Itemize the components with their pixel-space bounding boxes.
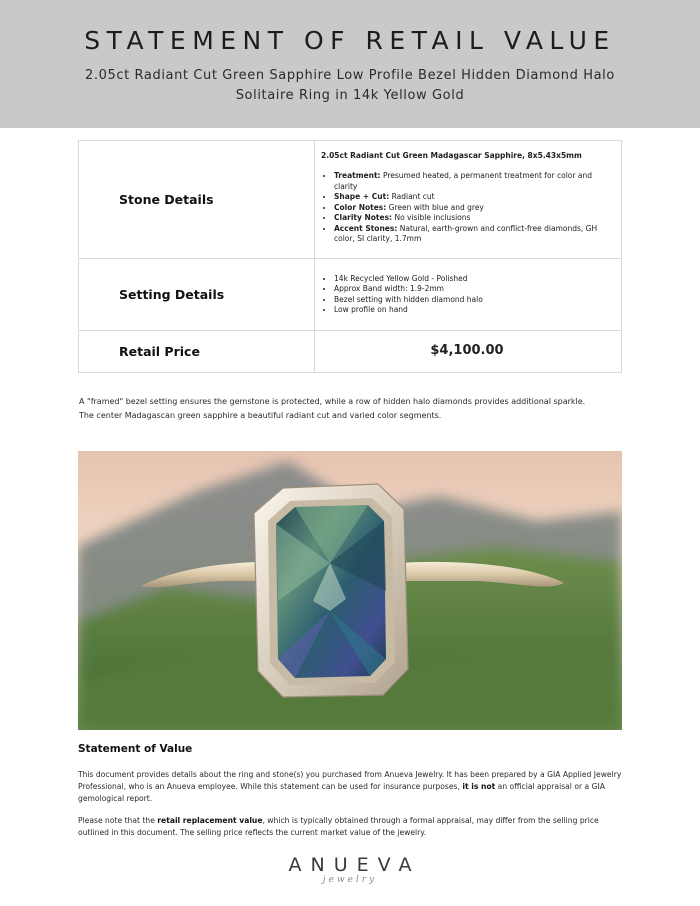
ring-photo [78,451,622,730]
list-item: • Treatment: Presumed heated, a permanent treatment for color and clarity [334,171,613,192]
list-item: • Approx Band width: 1.9-2mm [334,284,613,295]
header-band [0,0,700,128]
details-table [78,140,622,373]
setting-details-list [321,274,613,316]
retail-price-row [79,331,622,373]
statement-paragraph: This document provides details about the ring and stone(s) you purchased from Anueva Jewelry. It has been prepared by a GIA Applied Jewelry Professional, who is an Anueva employee. While this statement can be used for insurance purposes, it is not an official appraisal or a GIA gemological report. [78,770,622,803]
statement-paragraph: Please note that the retail replacement value, which is typically obtained through a formal appraisal, may differ from the selling price outlined in this document. The selling price reflects the current market value of the jewelry. [78,816,599,837]
ring-description [79,395,624,423]
stone-heading: 2.05ct Radiant Cut Green Madagascar Sapphire, 8x5.43x5mm [321,150,582,160]
anueva-logo [250,854,450,885]
description-line: A "framed" bezel setting ensures the gemstone is protected, while a row of hidden halo diamonds provides additional sparkle. [79,397,586,406]
stone-details-row [79,141,622,259]
product-subtitle: 2.05ct Radiant Cut Green Sapphire Low Profile Bezel Hidden Diamond Halo Solitaire Ring in 14k Yellow Gold [85,68,615,103]
statement-of-value-title: Statement of Value [78,743,193,755]
description-line: The center Madagascan green sapphire a beautiful radiant cut and varied color segments. [79,411,442,420]
list-item: • Accent Stones: Natural, earth-grown and conflict-free diamonds, GH color, SI clarity, 1.7mm [334,224,613,245]
list-item: • Clarity Notes: No visible inclusions [334,213,613,224]
stone-details-label: Stone Details [79,141,315,259]
list-item: • Bezel setting with hidden diamond halo [334,295,613,306]
retail-price-label: Retail Price [79,331,315,373]
stone-details-list [321,171,613,245]
retail-price-value: $4,100.00 [315,331,622,373]
setting-details-value [315,259,622,331]
list-item: • Low profile on hand [334,305,613,316]
setting-details-label: Setting Details [79,259,315,331]
setting-details-row [79,259,622,331]
logo-name: ANUEVA [288,854,421,876]
logo-tagline: jewelry [322,875,378,885]
list-item: • Color Notes: Green with blue and grey [334,203,613,214]
list-item: • 14k Recycled Yellow Gold - Polished [334,274,613,285]
list-item: • Shape + Cut: Radiant cut [334,192,613,203]
page-title: STATEMENT OF RETAIL VALUE [84,26,616,55]
stone-details-value [315,141,622,259]
